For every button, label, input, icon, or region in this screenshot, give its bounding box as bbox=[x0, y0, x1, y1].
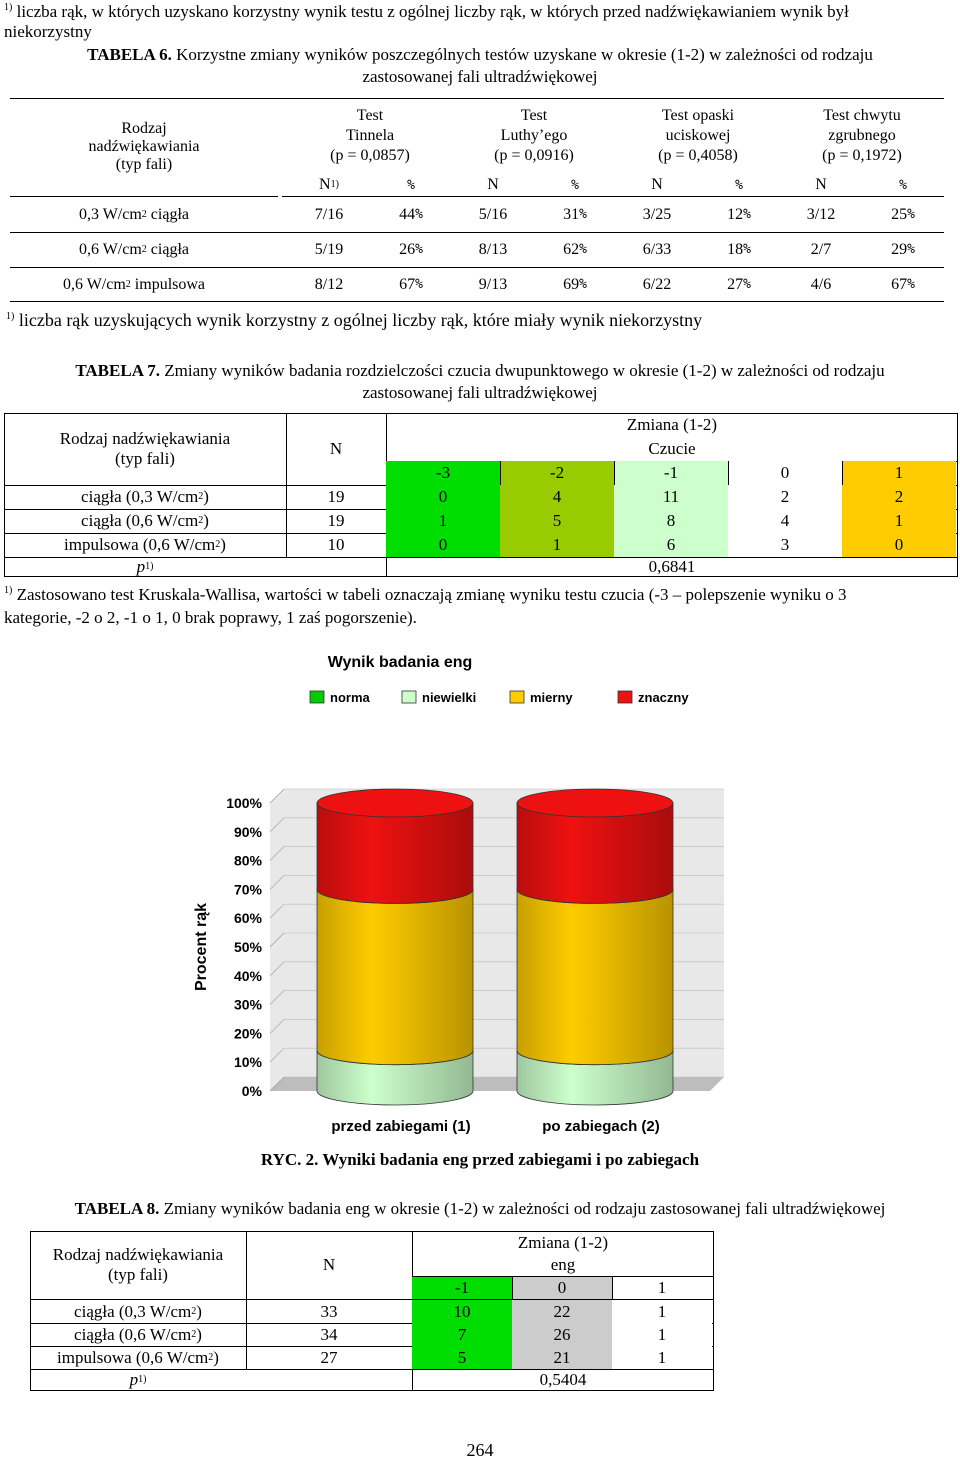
y-tick-label: 10% bbox=[233, 1054, 262, 1071]
pct-header: % bbox=[571, 177, 579, 193]
pct-sign: % bbox=[907, 277, 915, 292]
sensation-header: Czucie bbox=[648, 439, 696, 458]
label-text: ) bbox=[203, 487, 209, 506]
table6-footnote bbox=[6, 310, 702, 331]
row-label: impulsowa (0,6 W/cm 2 ) bbox=[57, 1347, 219, 1367]
test-name: Test chwytu bbox=[823, 107, 901, 124]
n-value: 8/12 bbox=[314, 275, 344, 293]
n-value: 4/6 bbox=[810, 275, 832, 293]
pct-number: 31 bbox=[563, 205, 580, 223]
p-value: 0,5404 bbox=[539, 1370, 587, 1389]
n-header bbox=[616, 174, 698, 196]
p-symbol: p bbox=[129, 1370, 139, 1389]
pct-number: 12 bbox=[727, 205, 744, 223]
pct-value bbox=[862, 197, 944, 232]
footnote-marker: 1) bbox=[4, 2, 13, 13]
pct-header: % bbox=[899, 177, 907, 193]
count-value: 2 bbox=[842, 485, 956, 509]
figure-caption: RYC. 2. Wyniki badania eng przed zabiegami i po zabiegach bbox=[260, 1150, 700, 1169]
pct-value bbox=[370, 267, 452, 302]
legend-swatch-mierny bbox=[510, 691, 524, 703]
score-header: 1 bbox=[842, 461, 956, 485]
change-header: Zmiana (1-2) bbox=[517, 1233, 609, 1252]
label-text: ciągła (0,6 W/cm bbox=[74, 1324, 192, 1344]
y-tick-label: 0% bbox=[241, 1083, 262, 1099]
rule bbox=[386, 557, 387, 577]
count-value: 8 bbox=[614, 509, 728, 533]
pct-value bbox=[370, 197, 452, 232]
table6 bbox=[10, 98, 944, 302]
n-value: 10 bbox=[327, 535, 345, 554]
pct-sign: % bbox=[743, 242, 751, 257]
label-text: ciągła (0,6 W/cm bbox=[81, 511, 199, 530]
n-value: 33 bbox=[320, 1301, 338, 1321]
score-header: -1 bbox=[412, 1277, 512, 1299]
count-value: 7 bbox=[412, 1323, 512, 1346]
x-category-label: po zabiegach (2) bbox=[542, 1118, 660, 1135]
table7-footnote bbox=[4, 583, 956, 629]
count-value: 2 bbox=[728, 485, 842, 509]
label-text: ) bbox=[213, 1347, 219, 1367]
count-value: 4 bbox=[500, 485, 614, 509]
pct-number: 25 bbox=[891, 205, 908, 223]
test-header-2 bbox=[616, 98, 780, 174]
n-value: 7/16 bbox=[314, 205, 344, 223]
n-value: 8/13 bbox=[478, 240, 508, 258]
label-text: ) bbox=[220, 535, 226, 554]
count-value: 11 bbox=[614, 485, 728, 509]
pct-value bbox=[370, 232, 452, 267]
table6-footnote-text: liczba rąk uzyskujących wynik korzystny z ogólnej liczby rąk, które miały wynik niekorzystny bbox=[18, 310, 703, 330]
count-value: 1 bbox=[386, 509, 500, 533]
row-type-header bbox=[4, 413, 286, 485]
rule bbox=[10, 196, 278, 197]
n-label: N bbox=[319, 176, 331, 193]
n-value: 19 bbox=[327, 511, 345, 530]
y-tick-label: 50% bbox=[233, 939, 262, 955]
table7-caption-label: TABELA 7. bbox=[75, 361, 161, 380]
row-type-header bbox=[10, 98, 278, 196]
legend-swatch-znaczny bbox=[618, 691, 632, 703]
top-footnote bbox=[4, 2, 960, 42]
row-header-line: Rodzaj nadźwiękawiania bbox=[52, 1245, 224, 1264]
count-value: 6 bbox=[614, 533, 728, 557]
table6-caption-label: TABELA 6. bbox=[87, 45, 172, 64]
pct-sign: % bbox=[415, 277, 423, 292]
row-label: ciągła (0,3 W/cm 2 ) bbox=[81, 487, 209, 506]
n-header: N 1) bbox=[319, 176, 339, 193]
y-tick-label: 90% bbox=[233, 823, 262, 840]
label-text: impulsowa bbox=[130, 275, 206, 293]
test-name: Luthy’ego bbox=[500, 127, 568, 144]
row-label: 0,6 W/cm 2 impulsowa bbox=[62, 275, 206, 293]
top-footnote-line1: liczba rąk, w których uzyskano korzystny wynik testu z ogólnej liczby rąk, w których przed nadźwiękawianiem wynik był bbox=[16, 2, 849, 21]
test-p-value: (p = 0,0916) bbox=[494, 147, 574, 164]
count-value: 22 bbox=[512, 1300, 612, 1323]
table8 bbox=[30, 1231, 714, 1391]
score-header: -3 bbox=[386, 461, 500, 485]
y-tick-label: 30% bbox=[233, 996, 262, 1013]
score-header: -2 bbox=[500, 461, 614, 485]
row-type-header bbox=[30, 1231, 246, 1299]
count-value: 0 bbox=[386, 485, 500, 509]
bar-segment-mierny-0 bbox=[317, 889, 473, 1064]
n-value: 2/7 bbox=[810, 240, 832, 258]
test-header-0 bbox=[288, 98, 452, 174]
n-value: 3/25 bbox=[642, 205, 672, 223]
n-header: N bbox=[322, 1255, 336, 1274]
table6-caption-line2: zastosowanej fali ultradźwiękowej bbox=[362, 67, 598, 86]
n-header bbox=[452, 174, 534, 196]
p-label: p 1) bbox=[129, 1370, 147, 1389]
y-tick-label: 40% bbox=[233, 967, 262, 984]
count-value: 21 bbox=[512, 1346, 612, 1369]
test-name: uciskowej bbox=[665, 127, 731, 144]
count-value: 3 bbox=[728, 533, 842, 557]
test-header-3 bbox=[780, 98, 944, 174]
count-value: 1 bbox=[612, 1346, 712, 1369]
count-value: 5 bbox=[500, 509, 614, 533]
test-name: Test bbox=[520, 107, 548, 124]
legend-label-mierny: mierny bbox=[530, 690, 573, 705]
row-label: impulsowa (0,6 W/cm 2 ) bbox=[64, 535, 226, 554]
bar-segment-znaczny-0 bbox=[317, 803, 473, 903]
count-value: 5 bbox=[412, 1346, 512, 1369]
n-value: 3/12 bbox=[806, 205, 836, 223]
eng-results-chart bbox=[170, 643, 730, 1143]
pct-sign: % bbox=[579, 277, 587, 292]
label-text: ciągła (0,3 W/cm bbox=[81, 487, 199, 506]
pct-number: 44 bbox=[399, 205, 416, 223]
n-label: N bbox=[487, 176, 499, 193]
n-header bbox=[780, 174, 862, 196]
label-text: 0,6 W/cm bbox=[78, 240, 142, 258]
pct-number: 69 bbox=[563, 275, 580, 293]
pct-value bbox=[862, 232, 944, 267]
table8-caption bbox=[0, 1199, 960, 1219]
pct-number: 27 bbox=[727, 275, 744, 293]
change-header: Zmiana (1-2) bbox=[626, 415, 718, 434]
y-tick-label: 80% bbox=[233, 852, 262, 869]
count-value: 1 bbox=[612, 1300, 712, 1323]
pct-header: % bbox=[735, 177, 743, 193]
y-axis-label: Procent rąk bbox=[193, 902, 210, 992]
pct-value bbox=[698, 197, 780, 232]
test-name: zgrubnego bbox=[828, 127, 896, 144]
table7-caption-line2: zastosowanej fali ultradźwiękowej bbox=[362, 383, 598, 402]
label-text: 0,3 W/cm bbox=[78, 205, 142, 223]
score-header: 1 bbox=[612, 1277, 712, 1299]
row-header-line: (typ fali) bbox=[108, 1265, 168, 1284]
count-value: 0 bbox=[386, 533, 500, 557]
row-label: 0,6 W/cm 2 ciągła bbox=[78, 240, 189, 258]
p-symbol: p bbox=[136, 557, 146, 576]
test-name: Tinnela bbox=[345, 127, 395, 144]
pct-sign: % bbox=[579, 207, 587, 222]
pct-number: 26 bbox=[399, 240, 416, 258]
pct-value bbox=[698, 232, 780, 267]
test-header-1 bbox=[452, 98, 616, 174]
score-header: 0 bbox=[728, 461, 842, 485]
row-header-line: Rodzaj bbox=[121, 120, 167, 137]
pct-number: 67 bbox=[891, 275, 908, 293]
pct-number: 67 bbox=[399, 275, 416, 293]
pct-sign: % bbox=[907, 207, 915, 222]
n-value: 9/13 bbox=[478, 275, 508, 293]
label-text: ciągła (0,3 W/cm bbox=[74, 1301, 192, 1321]
row-label: ciągła (0,6 W/cm 2 ) bbox=[74, 1324, 202, 1344]
top-footnote-line2: niekorzystny bbox=[4, 22, 92, 41]
pct-number: 18 bbox=[727, 240, 744, 258]
footnote-marker: 1) bbox=[4, 585, 13, 596]
label-text: ) bbox=[203, 511, 209, 530]
pct-sign: % bbox=[415, 242, 423, 257]
n-header: N bbox=[329, 439, 343, 458]
count-value: 1 bbox=[612, 1323, 712, 1346]
bar-cap-znaczny-0 bbox=[317, 789, 473, 817]
row-label: 0,3 W/cm 2 ciągła bbox=[78, 205, 189, 223]
bar-segment-mierny-1 bbox=[517, 889, 673, 1064]
p-label: p 1) bbox=[136, 557, 154, 576]
label-text: 0,6 W/cm bbox=[62, 275, 126, 293]
table8-caption-text: Zmiany wyników badania eng w okresie (1-2) w zależności od rodzaju zastosowanej fali ultradźwiękowej bbox=[163, 1199, 886, 1218]
n-value: 34 bbox=[320, 1324, 338, 1344]
count-value: 0 bbox=[842, 533, 956, 557]
pct-header: % bbox=[407, 177, 415, 193]
row-header-line: (typ fali) bbox=[115, 449, 175, 468]
legend-swatch-norma bbox=[310, 691, 324, 703]
bar-segment-znaczny-1 bbox=[517, 803, 673, 903]
table6-caption bbox=[0, 44, 960, 88]
count-value: 1 bbox=[842, 509, 956, 533]
table7-caption bbox=[0, 360, 960, 404]
legend-label-niewielki: niewielki bbox=[422, 690, 477, 705]
pct-number: 29 bbox=[891, 240, 908, 258]
label-text: impulsowa (0,6 W/cm bbox=[64, 535, 216, 554]
row-label: ciągła (0,6 W/cm 2 ) bbox=[81, 511, 209, 530]
pct-value bbox=[862, 267, 944, 302]
count-value: 1 bbox=[500, 533, 614, 557]
pct-value bbox=[534, 197, 616, 232]
pct-value bbox=[534, 267, 616, 302]
pct-sign: % bbox=[579, 242, 587, 257]
row-header-line: (typ fali) bbox=[115, 156, 173, 173]
row-header-line: Rodzaj nadźwiękawiania bbox=[59, 429, 231, 448]
label-text: ) bbox=[196, 1324, 202, 1344]
label-text: ciągła bbox=[146, 240, 189, 258]
y-tick-label: 100% bbox=[226, 795, 262, 811]
test-name: Test opaski bbox=[661, 107, 735, 124]
score-header: 0 bbox=[512, 1277, 612, 1299]
pct-sign: % bbox=[415, 207, 423, 222]
count-value: 4 bbox=[728, 509, 842, 533]
label-text: ) bbox=[196, 1301, 202, 1321]
pct-sign: % bbox=[907, 242, 915, 257]
page-number: 264 bbox=[466, 1440, 494, 1460]
count-value: 10 bbox=[412, 1300, 512, 1323]
row-label: ciągła (0,3 W/cm 2 ) bbox=[74, 1301, 202, 1321]
table6-caption-line1: Korzystne zmiany wyników poszczególnych testów uzyskane w okresie (1-2) w zależności od rodzaju bbox=[176, 45, 873, 64]
n-value: 5/19 bbox=[314, 240, 344, 258]
x-category-label: przed zabiegami (1) bbox=[331, 1118, 471, 1135]
label-text: ciągła bbox=[146, 205, 189, 223]
row-header-line: nadźwiękawiania bbox=[88, 138, 200, 155]
pct-value bbox=[534, 232, 616, 267]
test-p-value: (p = 0,4058) bbox=[658, 147, 738, 164]
n-value: 6/33 bbox=[642, 240, 672, 258]
table8-caption-label: TABELA 8. bbox=[74, 1199, 160, 1218]
p-value: 0,6841 bbox=[648, 557, 696, 576]
n-value: 5/16 bbox=[478, 205, 508, 223]
eng-header: eng bbox=[550, 1255, 576, 1274]
table7-footnote-line2: kategorie, -2 o 2, -1 o 1, 0 brak poprawy, 1 zaś pogorszenie). bbox=[4, 608, 417, 627]
n-value: 19 bbox=[327, 487, 345, 506]
chart-title: Wynik badania eng bbox=[327, 654, 473, 671]
table7-caption-line1: Zmiany wyników badania rozdzielczości czucia dwupunktowego w okresie (1-2) w zależności od rodzaju bbox=[164, 361, 885, 380]
test-p-value: (p = 0,1972) bbox=[822, 147, 902, 164]
n-value: 27 bbox=[320, 1347, 338, 1367]
table7 bbox=[4, 413, 958, 577]
legend-label-norma: norma bbox=[330, 690, 370, 705]
score-header: -1 bbox=[614, 461, 728, 485]
legend-swatch-niewielki bbox=[402, 691, 416, 703]
pct-value bbox=[698, 267, 780, 302]
count-value: 26 bbox=[512, 1323, 612, 1346]
test-p-value: (p = 0,0857) bbox=[330, 147, 410, 164]
pct-sign: % bbox=[743, 277, 751, 292]
pct-sign: % bbox=[743, 207, 751, 222]
n-label: N bbox=[815, 176, 827, 193]
pct-number: 62 bbox=[563, 240, 580, 258]
table7-footnote-line1: Zastosowano test Kruskala-Wallisa, wartości w tabeli oznaczają zmianę wyniku testu czucia (-3 – polepszenie wyniku o 3 bbox=[16, 585, 847, 604]
bar-cap-znaczny-1 bbox=[517, 789, 673, 817]
n-value: 6/22 bbox=[642, 275, 672, 293]
y-tick-label: 20% bbox=[233, 1025, 262, 1042]
footnote-marker: 1) bbox=[6, 311, 15, 322]
test-name: Test bbox=[356, 107, 384, 124]
n-label: N bbox=[651, 176, 663, 193]
label-text: impulsowa (0,6 W/cm bbox=[57, 1347, 209, 1367]
y-tick-label: 70% bbox=[233, 881, 262, 898]
y-tick-label: 60% bbox=[233, 910, 262, 927]
legend-label-znaczny: znaczny bbox=[638, 690, 689, 705]
